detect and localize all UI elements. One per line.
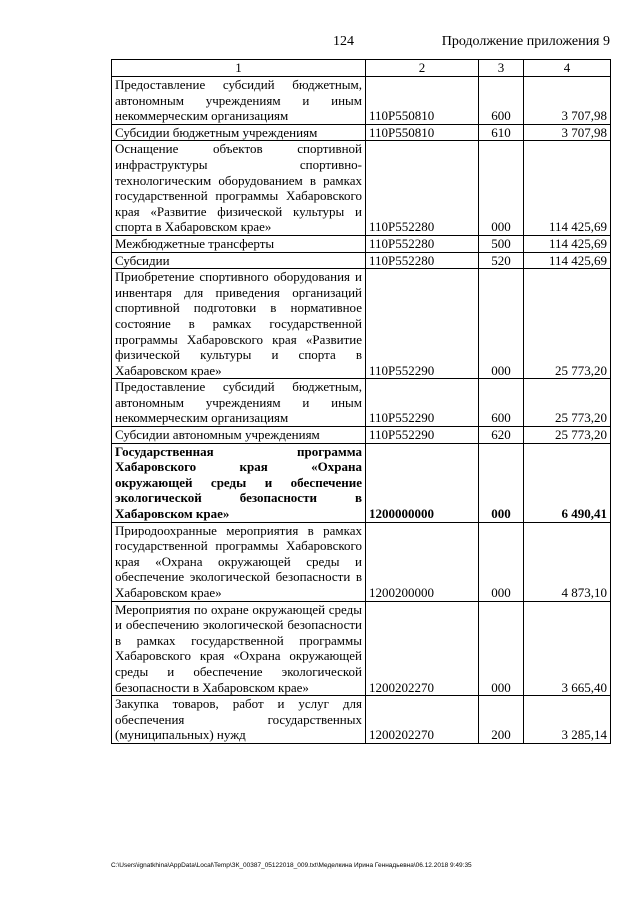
row-name: Закупка товаров, работ и услуг для обеспечения государственных (муниципальных) нужд [112,696,366,744]
row-amount: 3 285,14 [524,696,611,744]
budget-table [111,59,611,744]
table-row [112,696,611,744]
row-amount: 4 873,10 [524,522,611,601]
row-code: 110P550810 [366,124,479,141]
row-name: Оснащение объектов спортивной инфраструктуры спортивно-технологическим оборудованием в рамках государственной программы Хабаровского края «Развитие физической культуры и спорта в Хабаровском крае» [112,141,366,236]
row-amount: 25 773,20 [524,269,611,379]
row-code: 110P552290 [366,379,479,427]
table-row [112,252,611,269]
row-type: 000 [479,601,524,696]
row-amount: 6 490,41 [524,443,611,522]
row-amount: 3 665,40 [524,601,611,696]
row-name: Природоохранные мероприятия в рамках государственной программы Хабаровского края «Охрана окружающей среды и обеспечение экологической безопасности в Хабаровском крае» [112,522,366,601]
row-code: 1200202270 [366,696,479,744]
table-row [112,77,611,125]
row-type: 200 [479,696,524,744]
table-header-row [112,60,611,77]
row-code: 1200202270 [366,601,479,696]
row-type: 600 [479,77,524,125]
row-amount: 3 707,98 [524,77,611,125]
row-code: 1200000000 [366,443,479,522]
row-type: 600 [479,379,524,427]
column-header: 1 [112,60,366,77]
table-row [112,522,611,601]
row-name: Приобретение спортивного оборудования и инвентаря для приведения организаций спортивной подготовки в нормативное состояние в рамках государственной программы Хабаровского края «Развитие физической культуры и спорта в Хабаровском крае» [112,269,366,379]
page-number: 124 [333,34,354,49]
table-body [112,77,611,744]
row-name: Предоставление субсидий бюджетным, автономным учреждениям и иным некоммерческим организациям [112,77,366,125]
row-type: 000 [479,141,524,236]
row-type: 610 [479,124,524,141]
row-name: Субсидии [112,252,366,269]
column-header: 3 [479,60,524,77]
continuation-label: Продолжение приложения 9 [441,34,610,49]
table-row [112,141,611,236]
row-name: Государственная программа Хабаровского края «Охрана окружающей среды и обеспечение экологической безопасности в Хабаровском крае» [112,443,366,522]
table-row [112,443,611,522]
column-header: 4 [524,60,611,77]
row-amount: 114 425,69 [524,252,611,269]
table-row [112,427,611,444]
row-code: 110P552280 [366,141,479,236]
row-code: 110P550810 [366,77,479,125]
row-type: 620 [479,427,524,444]
row-name: Субсидии автономным учреждениям [112,427,366,444]
row-amount: 114 425,69 [524,235,611,252]
row-name: Субсидии бюджетным учреждениям [112,124,366,141]
row-type: 000 [479,269,524,379]
column-header: 2 [366,60,479,77]
row-name: Мероприятия по охране окружающей среды и обеспечению экологической безопасности в рамках государственной программы Хабаровского края «Охрана окружающей среды и обеспечение экологической безопасности в Хабаровском крае» [112,601,366,696]
footer-file-path: C:\Users\ignatkhina\AppData\Local\Temp\ЗК_00387_05122018_009.txt\Меделкина Ирина Геннадьевна\06.12.2018 9:49:35 [111,862,472,869]
row-type: 500 [479,235,524,252]
table-row [112,601,611,696]
row-type: 000 [479,522,524,601]
row-code: 110P552280 [366,235,479,252]
row-code: 110P552290 [366,427,479,444]
row-name: Межбюджетные трансферты [112,235,366,252]
row-type: 000 [479,443,524,522]
row-amount: 25 773,20 [524,427,611,444]
table-row [112,379,611,427]
table-row [112,124,611,141]
row-name: Предоставление субсидий бюджетным, автономным учреждениям и иным некоммерческим организациям [112,379,366,427]
table-row [112,269,611,379]
row-code: 1200200000 [366,522,479,601]
row-code: 110P552290 [366,269,479,379]
row-amount: 25 773,20 [524,379,611,427]
row-code: 110P552280 [366,252,479,269]
table-row [112,235,611,252]
row-type: 520 [479,252,524,269]
row-amount: 114 425,69 [524,141,611,236]
row-amount: 3 707,98 [524,124,611,141]
